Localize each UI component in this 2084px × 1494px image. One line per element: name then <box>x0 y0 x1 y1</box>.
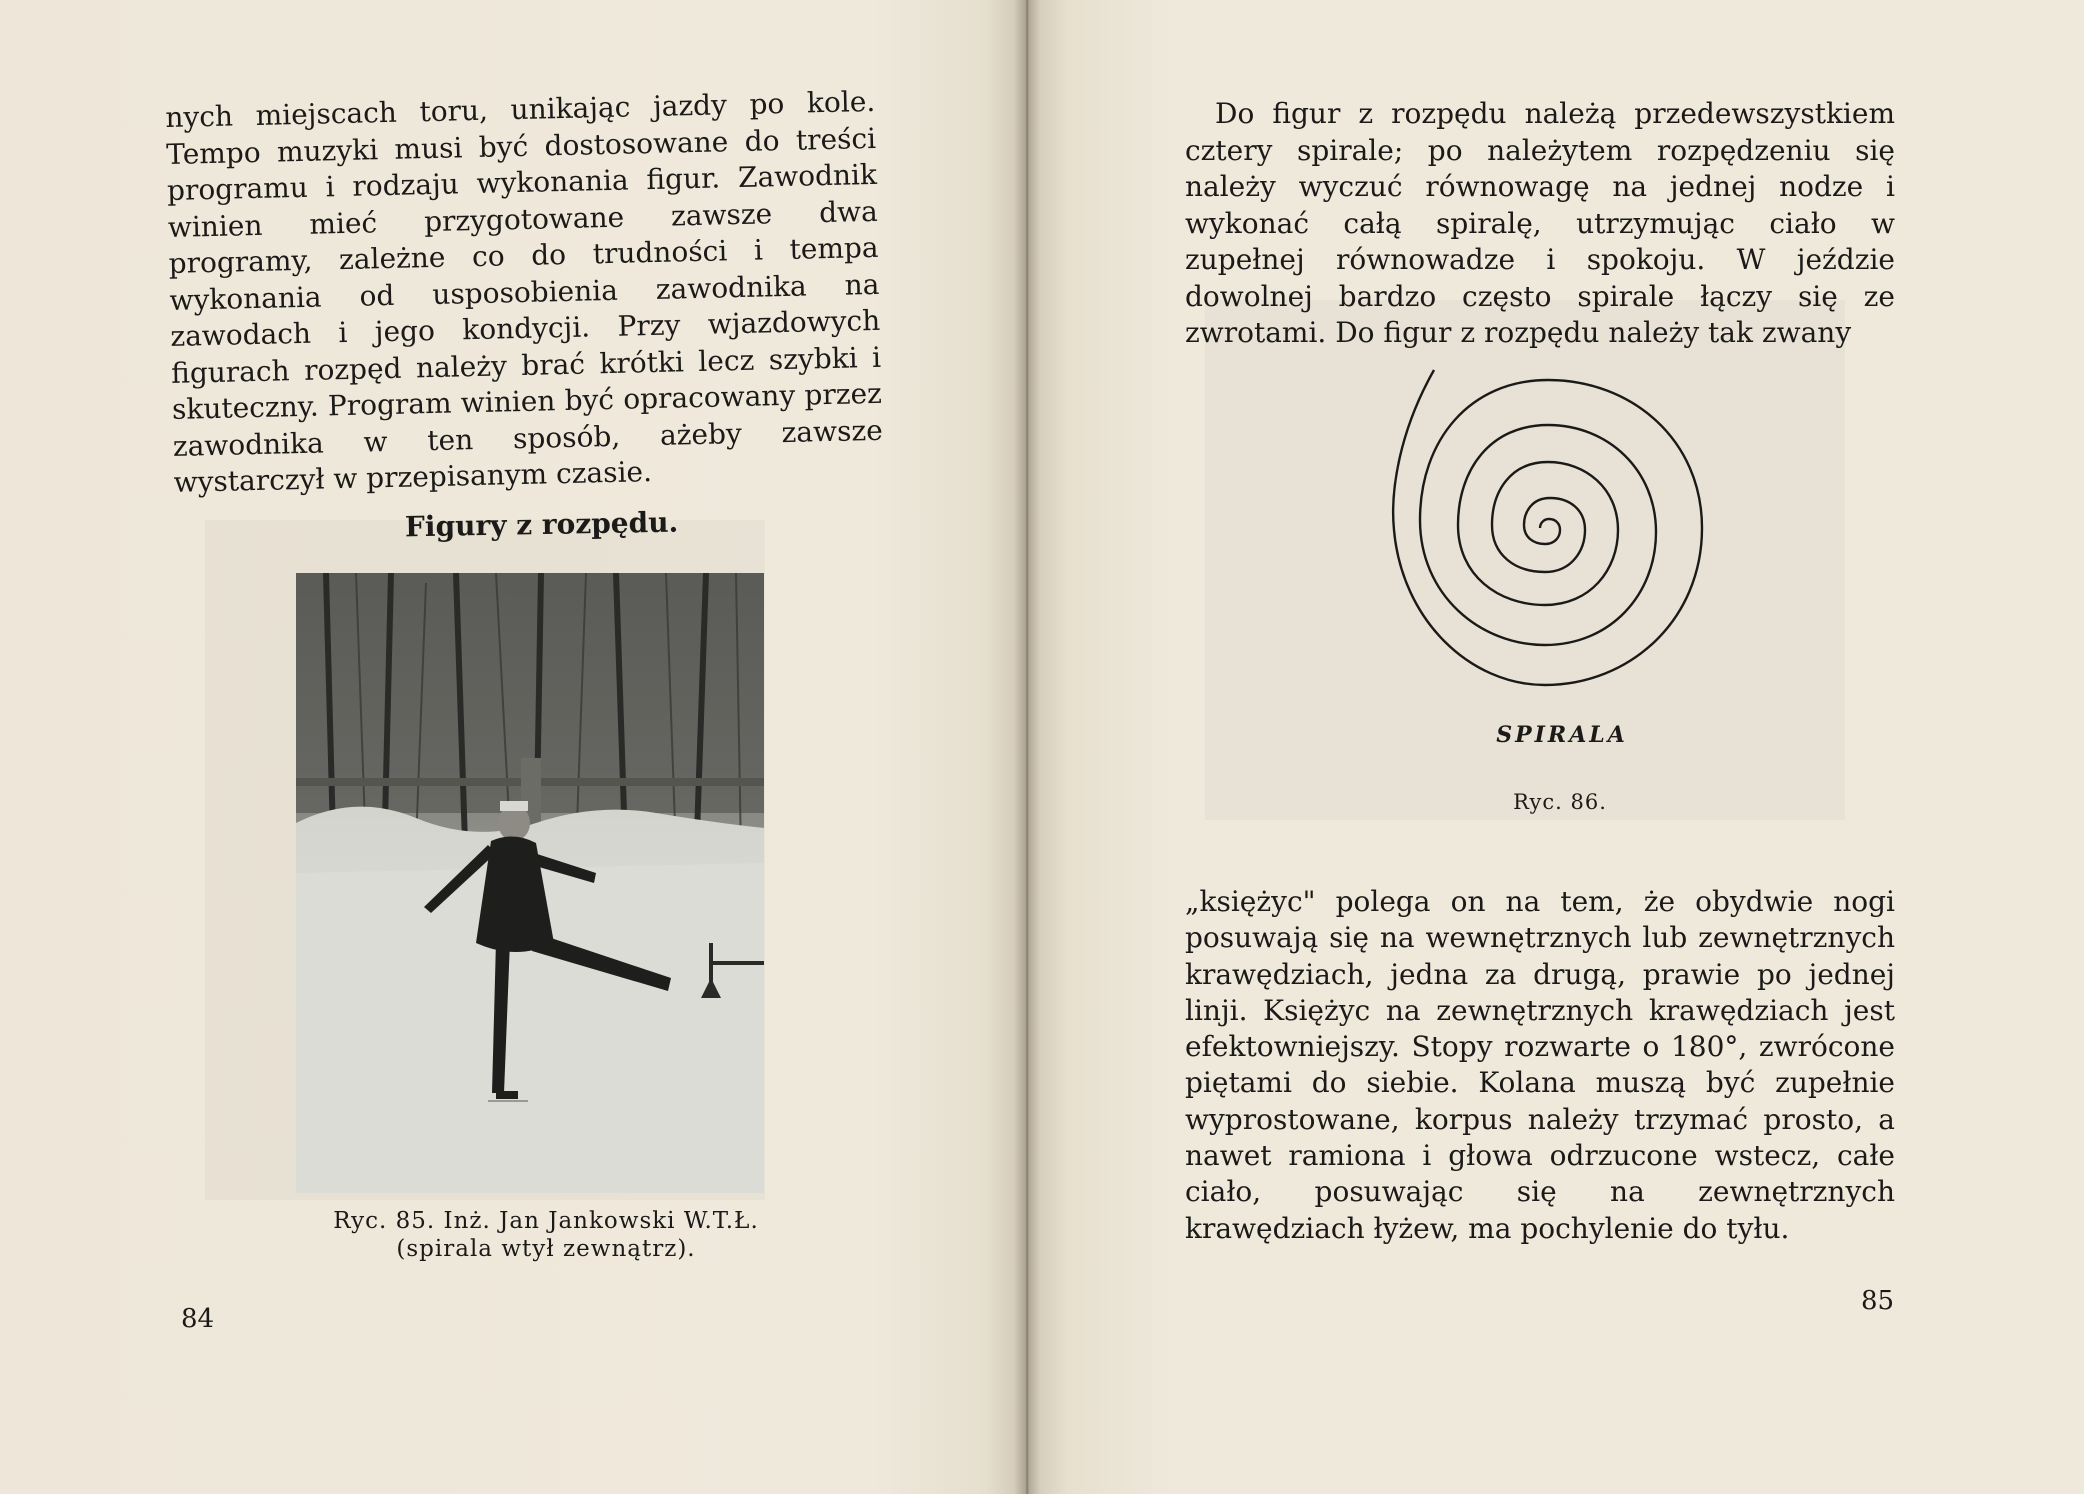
right-paragraph-bottom: „księżyc" polega on na tem, że obydwie nogi posuwają się na wewnętrznych lub zewnętrznych krawędziach, jedna za drugą, prawie po jednej linji. Księżyc na zewnętrznych krawędziach jest efektowniejszy. Stopy rozwarte o 180°, zwrócone piętami do siebie. Kolana muszą być zupełnie wyprostowane, korpus należy trzymać prosto, a nawet ramiona i głowa odrzucone wstecz, całe ciało, posuwając się na zewnętrznych krawędziach łyżew, ma pochylenie do tyłu. <box>1185 885 1895 1245</box>
spiral-diagram <box>1380 360 1720 720</box>
figure-85-caption-line2: (spirala wtył zewnątrz). <box>396 1236 696 1262</box>
left-page-number: 84 <box>181 1304 215 1334</box>
right-paragraph-top: Do figur z rozpędu należą przedewszystkiem cztery spirale; po należytem rozpędzeniu się należy wyczuć równowagę na jednej nodze i wykonać całą spiralę, utrzymując ciało w zupełnej równowadze i spokoju. W jeździe dowolnej bardzo często spirale łączy się ze zwrotami. Do figur z rozpędu należy tak zwany <box>1185 97 1895 349</box>
book-gutter <box>1014 0 1040 1494</box>
left-paragraph: nych miejscach toru, unikając jazdy po kole. Tempo muzyki musi być dostosowane do treści programu i rodzaju wykonania figur. Zawodnik winien mieć przygotowane zawsze dwa programy, zależne co do trudności i tempa wykonania od usposobienia zawodnika na zawodach i jego kondycji. Przy wjazdowych figurach rozpęd należy brać krótki lecz szybki i skuteczny. Program winien być opracowany przez zawodnika w ten sposób, ażeby zawsze wystarczył w przepisanym czasie. <box>165 84 884 499</box>
skater-photo <box>296 573 764 1193</box>
left-body-text <box>165 84 884 502</box>
section-heading: Figury z rozpędu. <box>404 505 679 544</box>
figure-85-caption-line1: Ryc. 85. Inż. Jan Jankowski W.T.Ł. <box>333 1208 759 1234</box>
right-body-text-bottom <box>1185 884 1895 1247</box>
right-page-number: 85 <box>1861 1286 1895 1316</box>
spiral-label: SPIRALA <box>1496 722 1628 748</box>
right-body-text-top <box>1185 96 1895 352</box>
figure-86-caption: Ryc. 86. <box>1513 790 1607 814</box>
